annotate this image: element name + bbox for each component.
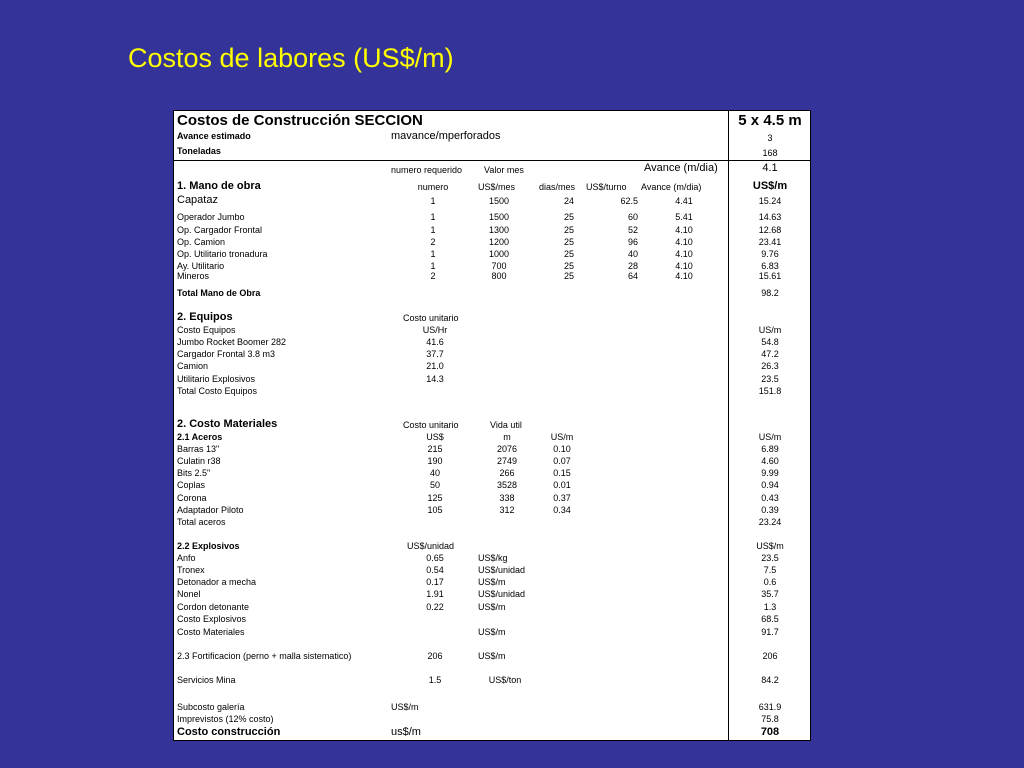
equipo-usd-m: 23.5 [761, 374, 779, 384]
labor-avance: 4.10 [675, 271, 693, 281]
header-divider [174, 160, 810, 161]
cost-table [173, 110, 811, 741]
labor-numero: 1 [430, 261, 436, 271]
explosivo-usd-m: 7.5 [763, 565, 777, 575]
labor-dias-mes: 25 [563, 271, 574, 281]
labor-dias-mes: 25 [563, 261, 574, 271]
equipo-name: Jumbo Rocket Boomer 282 [177, 337, 287, 347]
fortificacion-value: 206 [762, 651, 778, 661]
materiales-title: 2. Costo Materiales [177, 418, 278, 430]
labor-name: Op. Camion [177, 237, 226, 247]
slide-title: Costos de labores (US$/m) [128, 43, 454, 73]
avance-dia-label: Avance (m/dia) [644, 162, 718, 174]
total-aceros-label: Total aceros [177, 517, 226, 527]
explosivo-unit: US$/m [478, 602, 506, 612]
costo-equipos-label: Costo Equipos [177, 325, 236, 335]
acero-name: Culatin r38 [177, 456, 221, 466]
labor-name: Capataz [177, 194, 218, 206]
labor-avance: 4.10 [675, 225, 693, 235]
equipo-costo: 21.0 [426, 361, 444, 371]
explosivo-name: Anfo [177, 553, 196, 563]
labor-dias-mes: 25 [563, 212, 574, 222]
explosivos-unit-m: US$/m [756, 541, 784, 551]
explosivo-usd-m: 35.7 [761, 589, 779, 599]
labor-usd-turno: 52 [627, 225, 638, 235]
equipo-usd-m: 47.2 [761, 349, 779, 359]
acero-vida-util: 3528 [496, 480, 518, 490]
explosivo-costo: 1.91 [426, 589, 444, 599]
acero-usd-m: 6.89 [761, 444, 779, 454]
subcosto-unit: US$/m [391, 702, 419, 712]
acero-us-m: 0.07 [553, 456, 571, 466]
equipo-name: Cargador Frontal 3.8 m3 [177, 349, 276, 359]
costo-explosivos-label: Costo Explosivos [177, 614, 247, 624]
labor-usd-m: 14.63 [758, 212, 782, 222]
labor-numero: 1 [430, 196, 436, 206]
col-avance: Avance (m/dia) [641, 182, 702, 192]
labor-usd-turno: 28 [627, 261, 638, 271]
labor-usd-turno: 96 [627, 237, 638, 247]
aceros-unit-m: m [503, 432, 511, 442]
explosivo-unit: US$/m [478, 577, 506, 587]
explosivo-unit: US$/kg [478, 553, 508, 563]
labor-usd-mes: 1500 [488, 196, 510, 206]
mano-obra-title: 1. Mano de obra [177, 180, 261, 192]
labor-usd-mes: 1500 [488, 212, 510, 222]
total-mano-obra-label: Total Mano de Obra [177, 288, 261, 298]
aceros-unit-usd: US$ [426, 432, 444, 442]
labor-usd-m: 12.68 [758, 225, 782, 235]
toneladas-value: 168 [762, 148, 778, 158]
explosivo-usd-m: 0.6 [763, 577, 777, 587]
labor-usd-turno: 60 [627, 212, 638, 222]
explosivo-name: Cordon detonante [177, 602, 250, 612]
labor-name: Op. Cargador Frontal [177, 225, 263, 235]
imprevistos-value: 75.8 [761, 714, 779, 724]
equipos-unit-m: US/m [758, 325, 782, 335]
equipos-costo-unitario-label: Costo unitario [403, 313, 459, 323]
labor-usd-mes: 700 [491, 261, 507, 271]
acero-name: Corona [177, 493, 207, 503]
equipo-costo: 14.3 [426, 374, 444, 384]
labor-usd-mes: 1000 [488, 249, 510, 259]
avance-unit: mavance/mperforados [391, 130, 501, 142]
avance-value: 3 [767, 133, 773, 143]
total-aceros-value: 23.24 [758, 517, 782, 527]
fortificacion-unit: US$/m [478, 651, 506, 661]
labor-avance: 4.10 [675, 249, 693, 259]
labor-numero: 1 [430, 249, 436, 259]
labor-usd-m: 15.24 [758, 196, 782, 206]
acero-name: Barras 13" [177, 444, 220, 454]
acero-vida-util: 312 [499, 505, 515, 515]
col-usd-m: US$/m [752, 180, 788, 192]
aceros-unit-us-m-total: US/m [758, 432, 782, 442]
col-dias-mes: dias/mes [539, 182, 576, 192]
costo-construccion-unit: us$/m [391, 726, 421, 738]
servicios-mina-value: 84.2 [761, 675, 779, 685]
labor-usd-turno: 64 [627, 271, 638, 281]
explosivo-name: Detonador a mecha [177, 577, 257, 587]
subcosto-value: 631.9 [758, 702, 782, 712]
explosivo-usd-m: 1.3 [763, 602, 777, 612]
acero-costo: 40 [429, 468, 440, 478]
labor-usd-turno: 40 [627, 249, 638, 259]
labor-numero: 1 [430, 225, 436, 235]
servicios-mina-cost: 1.5 [428, 675, 442, 685]
acero-us-m: 0.01 [553, 480, 571, 490]
labor-avance: 5.41 [675, 212, 693, 222]
explosivo-unit: US$/unidad [478, 565, 526, 575]
explosivo-name: Nonel [177, 589, 201, 599]
aceros-unit-us-m: US/m [550, 432, 574, 442]
materiales-costo-unitario-label: Costo unitario [403, 420, 459, 430]
section-size: 5 x 4.5 m [738, 112, 802, 129]
labor-name: Operador Jumbo [177, 212, 245, 222]
col-usd-turno: US$/turno [586, 182, 627, 192]
labor-usd-turno: 62.5 [620, 196, 638, 206]
acero-usd-m: 0.39 [761, 505, 779, 515]
labor-numero: 1 [430, 212, 436, 222]
explosivo-costo: 0.22 [426, 602, 444, 612]
acero-usd-m: 4.60 [761, 456, 779, 466]
equipo-costo: 37.7 [426, 349, 444, 359]
acero-name: Adaptador Piloto [177, 505, 244, 515]
valor-mes-label: Valor mes [484, 165, 524, 175]
fortificacion-label: 2.3 Fortificacion (perno + malla sistematico) [177, 651, 352, 661]
labor-name: Mineros [177, 271, 210, 281]
materiales-vida-util-label: Vida util [490, 420, 522, 430]
servicios-mina-label: Servicios Mina [177, 675, 236, 685]
costo-construccion-label: Costo construcción [177, 726, 281, 738]
labor-dias-mes: 24 [563, 196, 574, 206]
equipo-usd-m: 54.8 [761, 337, 779, 347]
table-title: Costos de Construcción SECCION [177, 112, 423, 129]
acero-usd-m: 9.99 [761, 468, 779, 478]
acero-usd-m: 0.94 [761, 480, 779, 490]
labor-usd-mes: 800 [491, 271, 507, 281]
labor-usd-m: 23.41 [758, 237, 782, 247]
labor-dias-mes: 25 [563, 237, 574, 247]
acero-name: Coplas [177, 480, 206, 490]
total-costo-equipos-value: 151.8 [758, 386, 782, 396]
labor-dias-mes: 25 [563, 249, 574, 259]
explosivos-unit: US$/unidad [407, 541, 455, 551]
numero-requerido-label: numero requerido [391, 165, 463, 175]
labor-usd-m: 9.76 [761, 249, 779, 259]
costo-materiales-value: 91.7 [761, 627, 779, 637]
acero-vida-util: 338 [499, 493, 515, 503]
labor-usd-mes: 1200 [488, 237, 510, 247]
costo-construccion-value: 708 [760, 726, 780, 738]
explosivo-costo: 0.54 [426, 565, 444, 575]
equipo-name: Camion [177, 361, 209, 371]
toneladas-label: Toneladas [177, 146, 221, 156]
acero-us-m: 0.34 [553, 505, 571, 515]
equipo-usd-m: 26.3 [761, 361, 779, 371]
acero-usd-m: 0.43 [761, 493, 779, 503]
explosivo-usd-m: 23.5 [761, 553, 779, 563]
acero-us-m: 0.15 [553, 468, 571, 478]
labor-avance: 4.10 [675, 261, 693, 271]
equipo-costo: 41.6 [426, 337, 444, 347]
col-usd-mes: US$/mes [478, 182, 516, 192]
labor-usd-mes: 1300 [488, 225, 510, 235]
acero-us-m: 0.37 [553, 493, 571, 503]
labor-numero: 2 [430, 237, 436, 247]
labor-avance: 4.10 [675, 237, 693, 247]
acero-costo: 125 [427, 493, 443, 503]
explosivo-name: Tronex [177, 565, 205, 575]
acero-us-m: 0.10 [553, 444, 571, 454]
aceros-label: 2.1 Aceros [177, 432, 223, 442]
avance-label: Avance estimado [177, 131, 251, 141]
acero-vida-util: 266 [499, 468, 515, 478]
col-numero: numero [417, 182, 449, 192]
equipo-name: Utilitario Explosivos [177, 374, 256, 384]
costo-explosivos-value: 68.5 [761, 614, 779, 624]
labor-usd-m: 15.61 [758, 271, 782, 281]
avance-dia-value: 4.1 [762, 162, 778, 174]
equipos-title: 2. Equipos [177, 311, 233, 323]
fortificacion-cost: 206 [427, 651, 443, 661]
costo-materiales-unit: US$/m [478, 627, 506, 637]
acero-name: Bits 2.5" [177, 468, 211, 478]
total-mano-obra-value: 98.2 [761, 288, 779, 298]
labor-avance: 4.41 [675, 196, 693, 206]
explosivo-unit: US$/unidad [478, 589, 526, 599]
acero-costo: 190 [427, 456, 443, 466]
equipos-unit: US/Hr [422, 325, 448, 335]
imprevistos-label: Imprevistos (12% costo) [177, 714, 274, 724]
subcosto-label: Subcosto galería [177, 702, 245, 712]
labor-usd-m: 6.83 [761, 261, 779, 271]
servicios-mina-unit: US$/ton [488, 675, 522, 685]
acero-vida-util: 2076 [496, 444, 518, 454]
acero-costo: 50 [429, 480, 440, 490]
acero-costo: 105 [427, 505, 443, 515]
acero-costo: 215 [427, 444, 443, 454]
explosivo-costo: 0.65 [426, 553, 444, 563]
explosivo-costo: 0.17 [426, 577, 444, 587]
costo-materiales-label: Costo Materiales [177, 627, 245, 637]
labor-numero: 2 [430, 271, 436, 281]
labor-dias-mes: 25 [563, 225, 574, 235]
total-costo-equipos-label: Total Costo Equipos [177, 386, 258, 396]
acero-vida-util: 2749 [496, 456, 518, 466]
labor-name: Ay. Utilitario [177, 261, 225, 271]
explosivos-label: 2.2 Explosivos [177, 541, 240, 551]
labor-name: Op. Utilitario tronadura [177, 249, 268, 259]
